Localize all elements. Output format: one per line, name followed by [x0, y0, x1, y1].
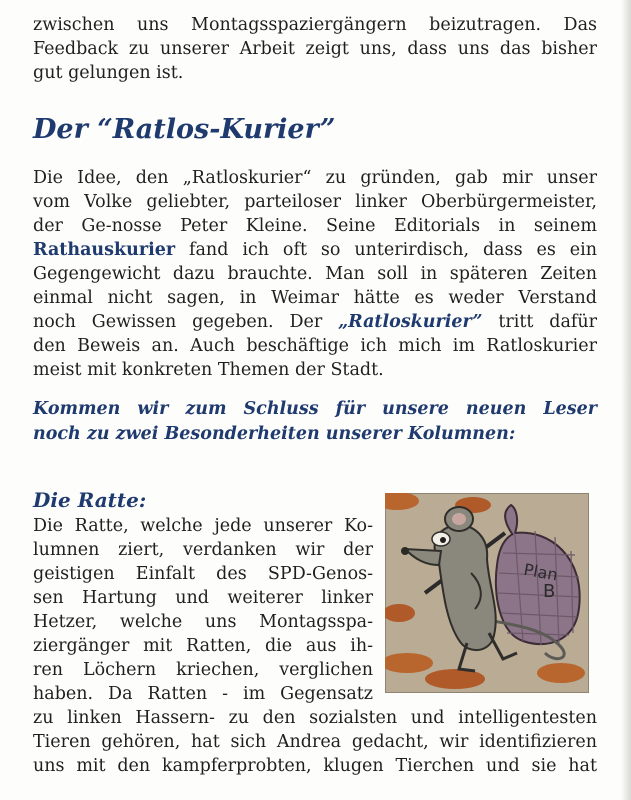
- rathauskurier-highlight: Rathauskurier: [33, 240, 176, 260]
- body-text-line: der Ge-nosse Peter Kleine. Seine Editorials in seinem: [33, 216, 597, 236]
- body-text-line: ren Löchern kriechen, verglichen: [33, 660, 373, 680]
- body-text-line: den Beweis an. Auch beschäftige ich mich im Ratloskurier: [33, 336, 597, 356]
- body-text-line: vom Volke geliebter, parteiloser linker Oberbürgermeister,: [33, 192, 597, 212]
- body-text-line: sen Hartung und weiterer linker: [33, 588, 373, 608]
- body-text-line: meist mit konkreten Themen der Stadt.: [33, 360, 384, 380]
- body-text-line: ziergänger mit Ratten, die aus ih-: [33, 636, 373, 656]
- body-text-line: Die Idee, den „Ratloskurier“ zu gründen, gab mir unser: [33, 168, 597, 188]
- body-text-line: Hetzer, welche uns Montagsspa-: [33, 612, 373, 632]
- ratloskurier-highlight: „Ratloskurier”: [338, 312, 483, 332]
- callout-line: noch zu zwei Besonderheiten unserer Kolumnen:: [33, 424, 516, 444]
- body-text-line: Gegengewicht dazu brauchte. Man soll in späteren Zeiten: [33, 264, 597, 284]
- body-text-fragment: fand ich oft so unterirdisch, dass es ein: [175, 240, 597, 260]
- body-text-line: zwischen uns Montagsspaziergängern beizutragen. Das: [33, 15, 597, 35]
- body-text-fragment: tritt dafür: [482, 312, 597, 332]
- callout-line: Kommen wir zum Schluss für unsere neuen Leser: [33, 399, 597, 419]
- page-edge-shadow: [621, 0, 631, 800]
- body-text-line: zu linken Hassern- zu den sozialsten und intelligentesten: [33, 708, 597, 728]
- body-text-line: Feedback zu unserer Arbeit zeigt uns, dass uns das bisher: [33, 39, 597, 59]
- body-text-line: Die Ratte, welche jede unserer Ko-: [33, 516, 373, 536]
- rat-illustration: [385, 493, 589, 693]
- sack-label-b: B: [543, 581, 556, 602]
- sack-label-plan: Plan: [522, 559, 560, 585]
- body-text-line: uns mit den kampferprobten, klugen Tierchen und sie hat: [33, 756, 597, 776]
- body-text-line: [33, 238, 597, 262]
- leaf-shape: [425, 669, 485, 689]
- subsection-heading: Die Ratte:: [33, 488, 147, 512]
- body-text-line: Tieren gehören, hat sich Andrea gedacht, wir identifizieren: [33, 732, 597, 752]
- body-text-fragment: noch Gewissen gegeben. Der: [33, 312, 339, 332]
- body-text-line: [33, 310, 597, 334]
- body-text-line: gut gelungen ist.: [33, 63, 184, 83]
- section-heading: Der “Ratlos-Kurier”: [33, 114, 336, 145]
- body-text-line: haben. Da Ratten - im Gegensatz: [33, 684, 373, 704]
- body-text-line: lumnen ziert, verdanken wir der: [33, 540, 373, 560]
- body-text-line: einmal nicht sagen, in Weimar hätte es weder Verstand: [33, 288, 597, 308]
- leaf-shape: [537, 663, 585, 683]
- body-text-line: geistigen Einfalt des SPD-Genos-: [33, 564, 373, 584]
